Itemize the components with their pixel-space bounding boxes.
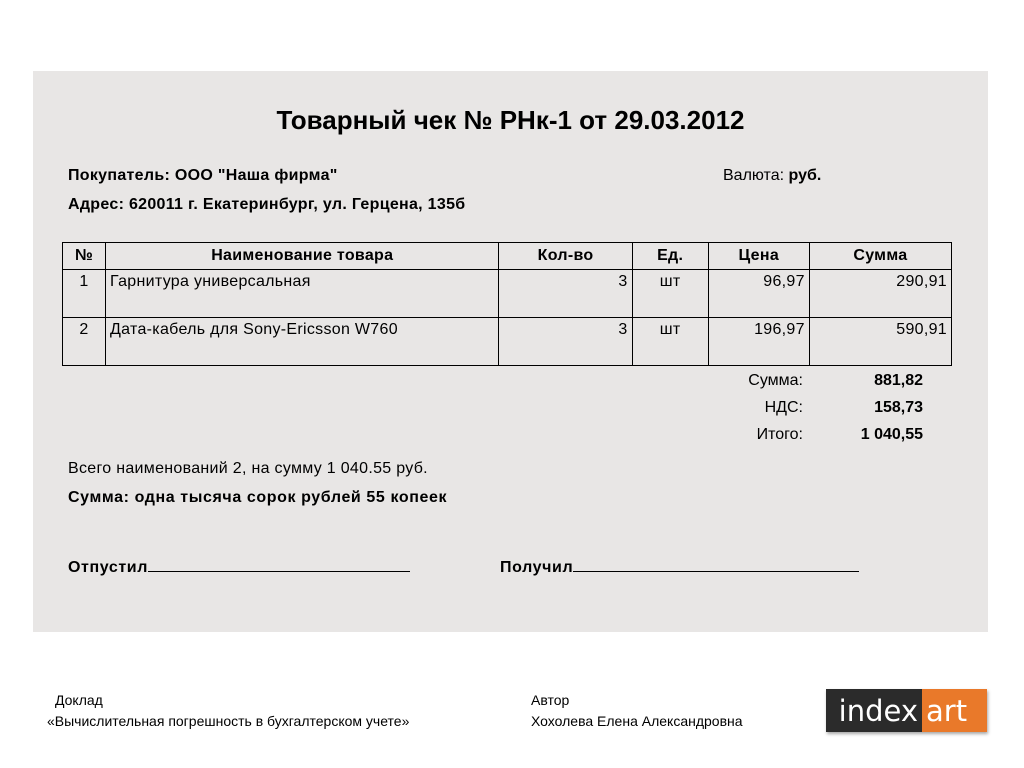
header-sum: Сумма [809,243,951,270]
row-sum: 590,91 [809,318,951,366]
row-price: 196,97 [708,318,809,366]
currency-label: Валюта: [723,167,785,184]
table-row [63,270,952,318]
totals-total-row [683,426,923,444]
header-quantity: Кол-во [499,243,632,270]
table-header-row [63,243,952,270]
receipt-panel [33,71,988,632]
totals-vat-label: НДС: [764,399,803,416]
currency-value: руб. [788,167,822,184]
totals-sum-label: Сумма: [748,372,803,389]
row-name: Дата-кабель для Sony-Ericsson W760 [106,318,499,366]
index-art-logo [826,689,987,732]
received-label: Получил [500,559,574,576]
totals-sum-row [683,372,923,390]
footer-report-title: «Вычислительная погрешность в бухгалтерском учете» [47,713,410,729]
released-label: Отпустил [68,559,148,576]
released-signature-line [148,555,410,572]
summary-count: Всего наименований 2, на сумму 1 040.55 руб. [68,460,428,477]
totals-sum-value: 881,82 [874,372,923,389]
header-name: Наименование товара [106,243,499,270]
totals-total-value: 1 040,55 [860,426,923,443]
totals-total-label: Итого: [756,426,803,443]
row-name: Гарнитура универсальная [106,270,499,318]
footer-author-name: Хохолева Елена Александровна [531,713,743,729]
logo-right-part: art [922,689,987,732]
released-signature [68,555,410,577]
footer-author-label: Автор [531,692,570,708]
received-signature [500,555,859,577]
row-unit: шт [632,270,708,318]
items-table [62,242,952,366]
row-unit: шт [632,318,708,366]
row-number: 1 [63,270,106,318]
row-number: 2 [63,318,106,366]
buyer-line: Покупатель: ООО "Наша фирма" [68,167,338,184]
received-signature-line [573,555,859,572]
summary-in-words: Сумма: одна тысяча сорок рублей 55 копеек [68,489,448,506]
row-sum: 290,91 [809,270,951,318]
logo-left-part: index [826,689,922,732]
totals-vat-row [683,399,923,417]
header-number: № [63,243,106,270]
row-price: 96,97 [708,270,809,318]
footer-report-label: Доклад [55,692,103,708]
header-price: Цена [708,243,809,270]
row-quantity: 3 [499,318,632,366]
table-row [63,318,952,366]
currency-line [723,167,821,185]
header-unit: Ед. [632,243,708,270]
receipt-title: Товарный чек № РНк-1 от 29.03.2012 [276,105,745,135]
totals-vat-value: 158,73 [874,399,923,416]
address-line: Адрес: 620011 г. Екатеринбург, ул. Герцена, 135б [68,196,466,213]
row-quantity: 3 [499,270,632,318]
